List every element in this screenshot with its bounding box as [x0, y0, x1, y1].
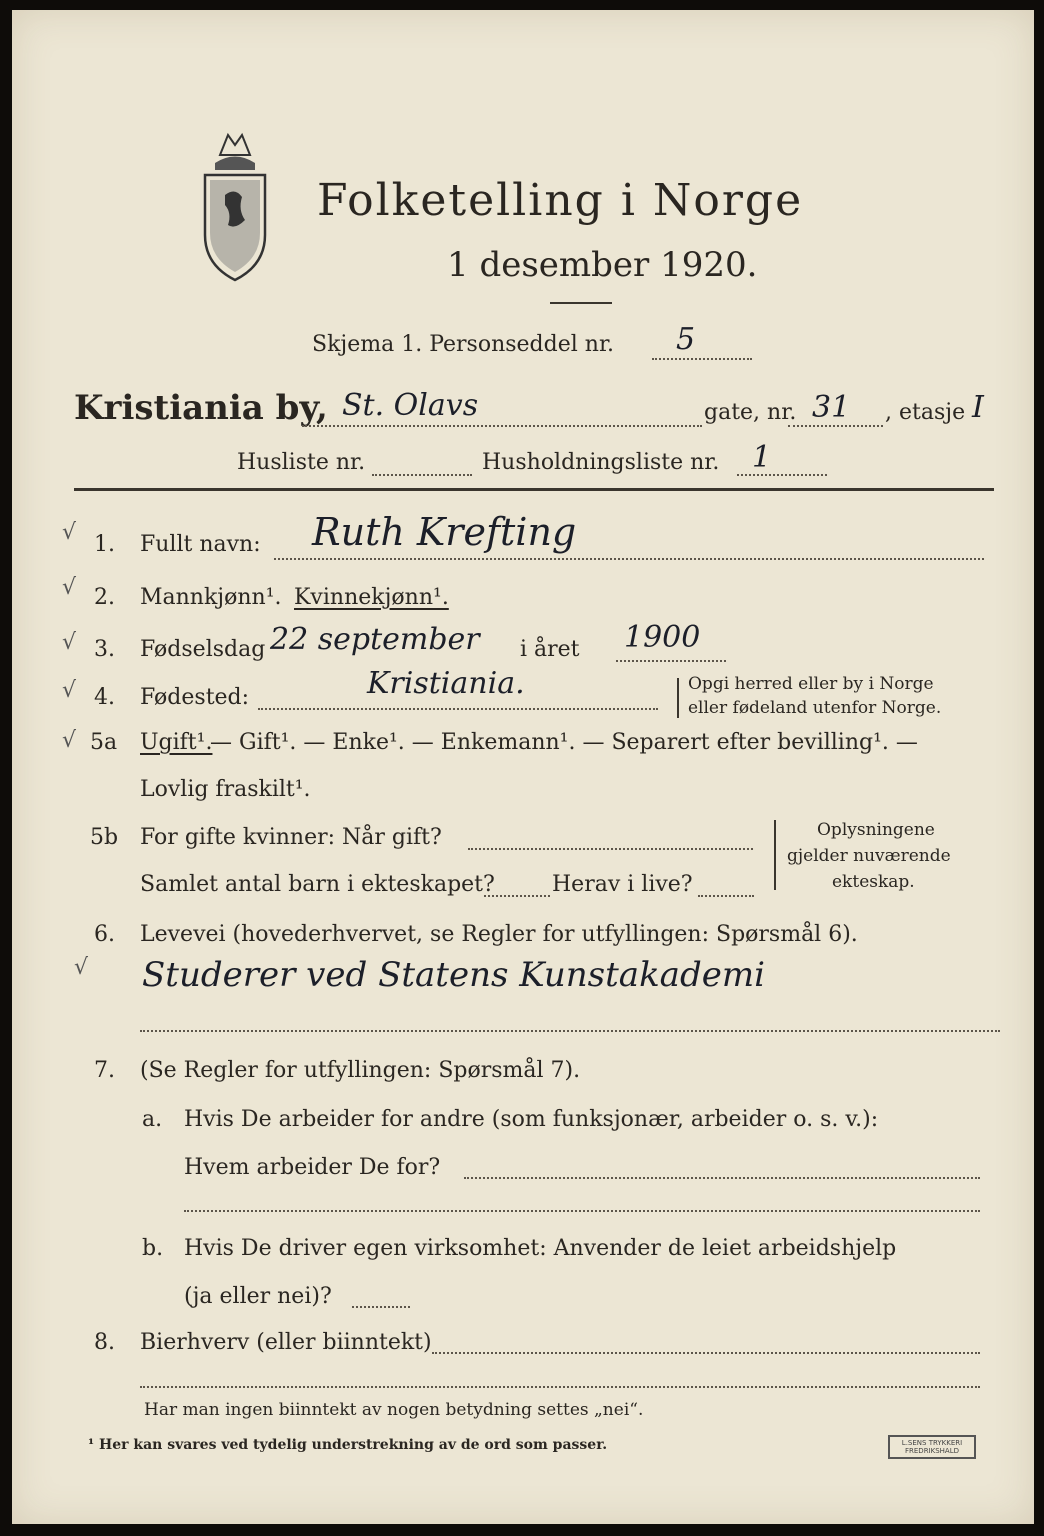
street-name: St. Olavs: [342, 388, 479, 423]
full-name-value: Ruth Krefting: [312, 510, 577, 554]
form-title: Folketelling i Norge: [317, 175, 804, 226]
etasje-label: , etasje: [885, 400, 966, 425]
personseddel-number: 5: [676, 322, 696, 357]
q7b-label: Hvis De driver egen virksomhet: Anvender de leiet arbeidshjelp: [184, 1236, 897, 1261]
gate-label: gate, nr.: [704, 400, 797, 425]
birthplace-hint-1: Opgi herred eller by i Norge: [688, 674, 934, 694]
birthplace-hint-2: eller fødeland utenfor Norge.: [688, 698, 942, 718]
q7b-yes-no-label: (ja eller nei)?: [184, 1284, 332, 1309]
married-when-label: For gifte kvinner: Når gift?: [140, 825, 442, 850]
q7a-who-label: Hvem arbeider De for?: [184, 1155, 441, 1180]
year-label: i året: [520, 637, 580, 662]
occupation-value: Studerer ved Statens Kunstakademi: [142, 955, 765, 995]
birthplace-value: Kristiania.: [367, 666, 525, 701]
status-divorced: Lovlig fraskilt¹.: [140, 777, 311, 802]
schema-label: Skjema 1. Personseddel nr.: [312, 332, 615, 357]
birth-year-value: 1900: [624, 620, 701, 655]
full-name-label: Fullt navn:: [140, 532, 261, 557]
birthday-value: 22 september: [270, 622, 480, 657]
form-date: 1 desember 1920.: [447, 245, 758, 285]
birthplace-label: Fødested:: [140, 685, 250, 710]
alive-label: Herav i live?: [552, 872, 693, 897]
male-option: Mannkjønn¹.: [140, 585, 282, 610]
city-label: Kristiania by,: [74, 388, 328, 428]
status-unmarried: Ugift¹.: [140, 730, 213, 755]
floor-value: I: [972, 390, 984, 425]
status-others: — Gift¹. — Enke¹. — Enkemann¹. — Separert efter bevilling¹. —: [210, 730, 918, 755]
q7a-label: Hvis De arbeider for andre (som funksjonær, arbeider o. s. v.):: [184, 1107, 879, 1132]
birthday-label: Fødselsdag: [140, 637, 266, 662]
side-income-label: Bierhverv (eller biinntekt): [140, 1330, 432, 1355]
side-income-note: Har man ingen biinntekt av nogen betydning settes „nei“.: [144, 1400, 644, 1420]
q7-label: (Se Regler for utfyllingen: Spørsmål 7).: [140, 1058, 581, 1083]
children-label: Samlet antal barn i ekteskapet?: [140, 872, 495, 897]
occupation-label: Levevei (hovederhvervet, se Regler for utfyllingen: Spørsmål 6).: [140, 922, 858, 947]
divider: [550, 302, 612, 304]
census-form: Folketelling i Norge 1 desember 1920. Skjema 1. Personseddel nr. 5 Kristiania by, St. Olavs gate, nr. 31 , etasje I Husliste nr. Husholdningsliste nr. 1 √ √ √ √ √ √ 1. Fullt navn: Ruth Krefting 2. Mannkjønn¹. Kvinnekjønn¹. 3. Fødselsdag 22 september i året 1900 4. Fødested: Kristiania. Opgi herred eller by i Norge eller fødeland utenfor Norge. 5a Ugift¹. — Gift¹. — Enke¹. — Enkemann¹. — Separert efter bevilling¹. — Lovlig fraskilt¹. 5b For gifte kvinner: Når gift? Samlet antal barn i ekteskapet? Herav i live? Oplysningene gjelder nuværende ekteskap. 6. Levevei (hovederhvervet, se Regler for utfyllingen: Spørsmål 6). Studerer ved Statens Kunstakademi 7. (Se Regler for utfyllingen: Spørsmål 7). a. Hvis De arbeider for andre (som funksjonær, arbeider o. s. v.): Hvem arbeider De for? b. Hvis De driver egen virksomhet: Anvender de leiet arbeidshjelp (ja eller nei)? 8. Bierhverv (eller biinntekt) Har man ingen biinntekt av nogen betydning settes „nei“. ¹ Her kan svares ved tydelig understrekning av de ord som passer. L.SENS TRYKKERI FREDRIKSHALD: [12, 10, 1034, 1524]
printer-stamp: L.SENS TRYKKERI FREDRIKSHALD: [888, 1435, 976, 1459]
husholdningsliste-number: 1: [752, 440, 772, 475]
footnote: ¹ Her kan svares ved tydelig understrekning av de ord som passer.: [88, 1437, 608, 1453]
coat-of-arms-icon: [190, 125, 280, 285]
female-option: Kvinnekjønn¹.: [294, 585, 449, 610]
husliste-label: Husliste nr.: [237, 450, 366, 475]
husholdningsliste-label: Husholdningsliste nr.: [482, 450, 720, 475]
section-divider: [74, 488, 994, 491]
house-number: 31: [812, 390, 851, 425]
